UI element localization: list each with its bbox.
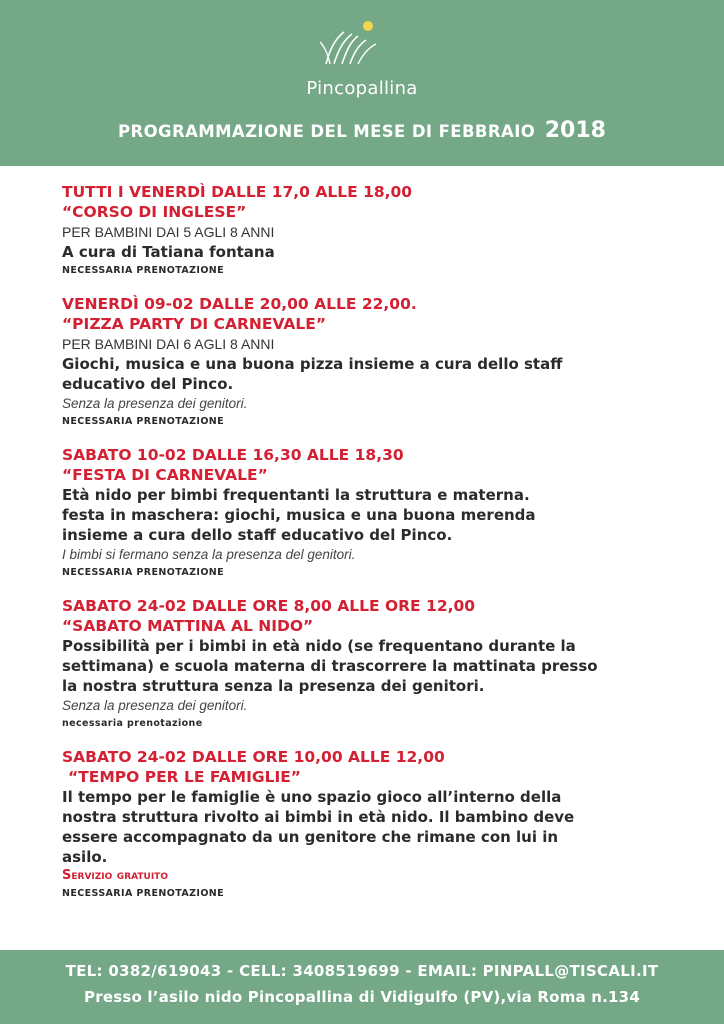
event-requirement: NECESSARIA PRENOTAZIONE bbox=[62, 567, 225, 578]
event-requirement: necessaria prenotazione bbox=[62, 718, 203, 729]
event-item bbox=[62, 747, 682, 903]
event-description-line: educativo del Pinco. bbox=[62, 375, 234, 393]
event-description-line: festa in maschera: giochi, musica e una buona merenda bbox=[62, 506, 536, 524]
event-description-line: asilo. bbox=[62, 848, 108, 866]
event-requirement: NECESSARIA PRENOTAZIONE bbox=[62, 888, 225, 899]
event-name: “CORSO DI INGLESE” bbox=[62, 203, 247, 221]
event-description-line: Il tempo per le famiglie è uno spazio gioco all’interno della bbox=[62, 788, 562, 806]
footer-address: Presso l’asilo nido Pincopallina di Vidigulfo (PV),via Roma n.134 bbox=[84, 988, 640, 1006]
footer-contacts: TEL: 0382/619043 - CELL: 3408519699 - EMAIL: PINPALL@TISCALI.IT bbox=[65, 962, 659, 980]
event-item bbox=[62, 294, 682, 431]
event-description-line: la nostra struttura senza la presenza dei genitori. bbox=[62, 677, 485, 695]
footer-band bbox=[0, 950, 724, 1024]
event-note: Senza la presenza dei genitori. bbox=[62, 396, 248, 411]
event-name: “PIZZA PARTY DI CARNEVALE” bbox=[62, 315, 327, 333]
brand-name: Pincopallina bbox=[306, 78, 418, 99]
event-description: A cura di Tatiana fontana bbox=[62, 243, 275, 261]
event-item bbox=[62, 182, 682, 280]
event-audience: PER BAMBINI DAI 5 AGLI 8 ANNI bbox=[62, 224, 275, 240]
event-item bbox=[62, 596, 682, 733]
event-note: I bimbi si fermano senza la presenza del genitori. bbox=[62, 547, 356, 562]
event-when: TUTTI I VENERDÌ DALLE 17,0 ALLE 18,00 bbox=[62, 183, 413, 201]
event-when: SABATO 24-02 DALLE ORE 8,00 ALLE ORE 12,00 bbox=[62, 597, 476, 615]
event-when: SABATO 10-02 DALLE 16,30 ALLE 18,30 bbox=[62, 446, 404, 464]
event-note: Senza la presenza dei genitori. bbox=[62, 698, 248, 713]
event-name: “FESTA DI CARNEVALE” bbox=[62, 466, 268, 484]
event-list bbox=[62, 182, 682, 917]
event-description-line: settimana) e scuola materna di trascorrere la mattinata presso bbox=[62, 657, 598, 675]
event-name: “SABATO MATTINA AL NIDO” bbox=[62, 617, 314, 635]
event-requirement: NECESSARIA PRENOTAZIONE bbox=[62, 265, 225, 276]
event-name: “TEMPO PER LE FAMIGLIE” bbox=[68, 768, 301, 786]
event-requirement: NECESSARIA PRENOTAZIONE bbox=[62, 416, 225, 427]
grass-sun-logo-icon bbox=[318, 18, 382, 66]
event-description-line: insieme a cura dello staff educativo del Pinco. bbox=[62, 526, 453, 544]
title-year: 2018 bbox=[544, 118, 606, 143]
event-description-line: nostra struttura rivolto ai bimbi in età nido. Il bambino deve bbox=[62, 808, 575, 826]
event-free-service-note: Servizio gratuito bbox=[62, 868, 168, 883]
event-description-line: essere accompagnato da un genitore che rimane con lui in bbox=[62, 828, 559, 846]
title-main: PROGRAMMAZIONE DEL MESE DI FEBBRAIO bbox=[118, 122, 536, 141]
event-description-line: Età nido per bimbi frequentanti la struttura e materna. bbox=[62, 486, 530, 504]
event-description-line: Possibilità per i bimbi in età nido (se frequentano durante la bbox=[62, 637, 576, 655]
event-when: SABATO 24-02 DALLE ORE 10,00 ALLE 12,00 bbox=[62, 748, 445, 766]
page-title bbox=[0, 118, 724, 143]
event-item bbox=[62, 445, 682, 582]
event-description-line: Giochi, musica e una buona pizza insieme a cura dello staff bbox=[62, 355, 563, 373]
header-band bbox=[0, 0, 724, 166]
event-audience: PER BAMBINI DAI 6 AGLI 8 ANNI bbox=[62, 336, 275, 352]
event-when: VENERDÌ 09-02 DALLE 20,00 ALLE 22,00. bbox=[62, 295, 417, 313]
